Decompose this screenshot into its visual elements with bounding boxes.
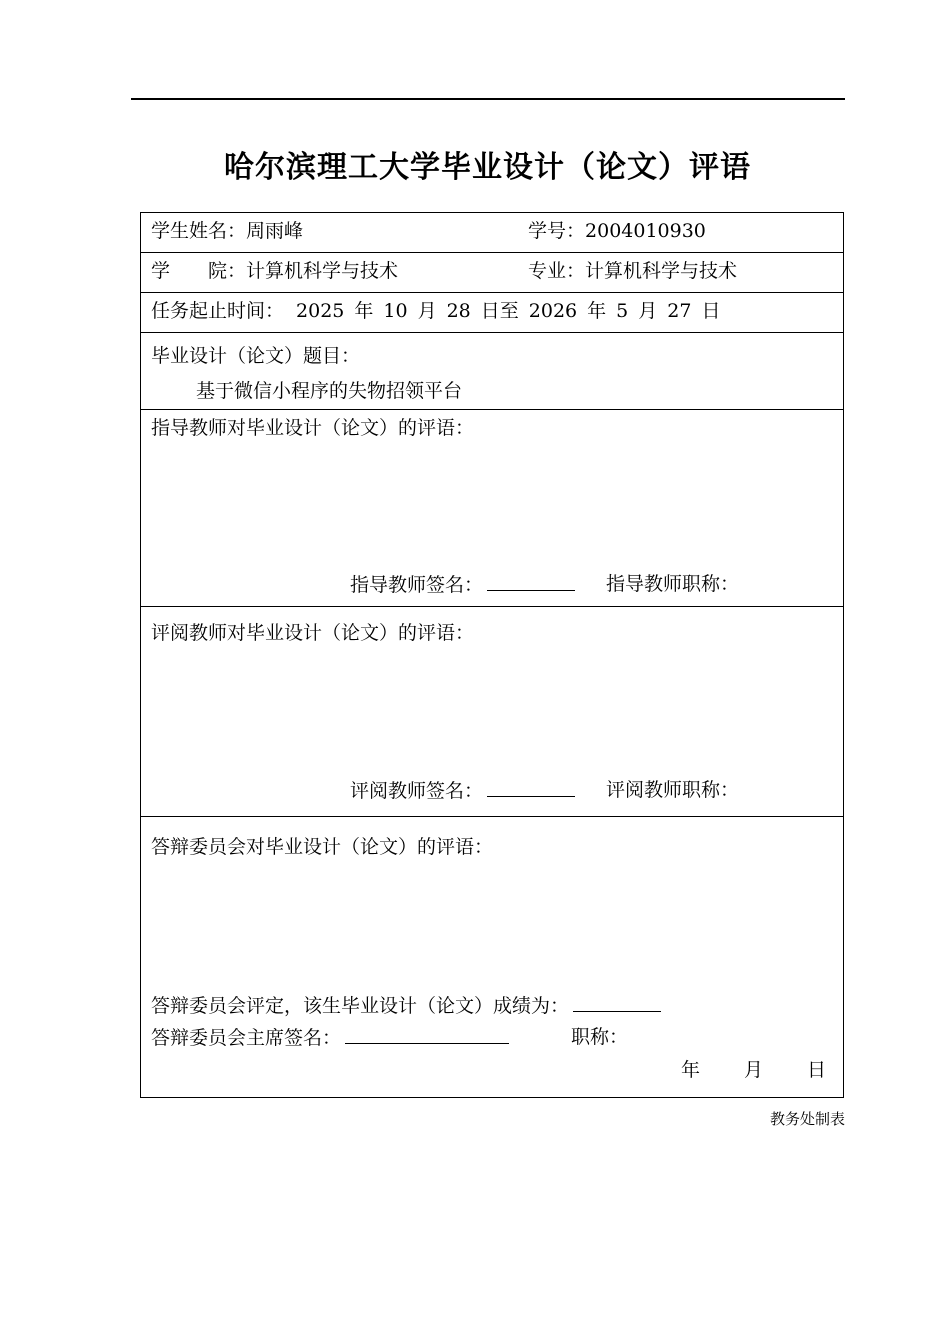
- committee-section: [141, 817, 843, 1099]
- page-title: 哈尔滨理工大学毕业设计（论文）评语: [224, 150, 751, 185]
- advisor-comment-label: 指导教师对毕业设计（论文）的评语：: [151, 417, 475, 439]
- committee-comment-label: 答辩委员会对毕业设计（论文）的评语：: [151, 836, 494, 858]
- student-name: 学生姓名：周雨峰: [151, 220, 304, 242]
- evaluation-form: [140, 212, 844, 1098]
- college: 学 院：计算机科学与技术: [151, 260, 399, 282]
- student-info-row: [141, 213, 843, 253]
- reviewer-title: 评阅教师职称：: [606, 779, 740, 801]
- topic-row: [141, 333, 843, 410]
- reviewer-signature-blank[interactable]: [487, 778, 575, 797]
- advisor-signature: 指导教师签名：: [350, 572, 581, 597]
- advisor-title: 指导教师职称：: [606, 573, 740, 595]
- period-row: [141, 293, 843, 333]
- committee-chair-signature: 答辩委员会主席签名：: [151, 1025, 515, 1050]
- reviewer-comment-label: 评阅教师对毕业设计（论文）的评语：: [151, 622, 475, 644]
- task-period: 任务起止时间： 2025 年 10 月 28 日至 2026 年 5 月 27 日: [151, 300, 721, 322]
- top-rule: [131, 98, 845, 100]
- topic-label: 毕业设计（论文）题目：: [151, 345, 361, 367]
- chair-signature-blank[interactable]: [345, 1025, 509, 1044]
- major: 专业：计算机科学与技术: [528, 260, 738, 282]
- committee-date: 年 月 日: [681, 1059, 827, 1081]
- student-id: 学号：2004010930: [528, 220, 706, 242]
- advisor-signature-blank[interactable]: [487, 572, 575, 591]
- college-row: [141, 253, 843, 293]
- reviewer-section: [141, 607, 843, 817]
- reviewer-signature: 评阅教师签名：: [350, 778, 581, 803]
- grade-blank[interactable]: [573, 993, 661, 1012]
- advisor-section: [141, 410, 843, 607]
- committee-chair-title: 职称：: [571, 1026, 629, 1048]
- committee-grade: 答辩委员会评定，该生毕业设计（论文）成绩为：: [151, 993, 667, 1018]
- footer-note: 教务处制表: [769, 1110, 845, 1128]
- topic-value: 基于微信小程序的失物招领平台: [196, 380, 463, 402]
